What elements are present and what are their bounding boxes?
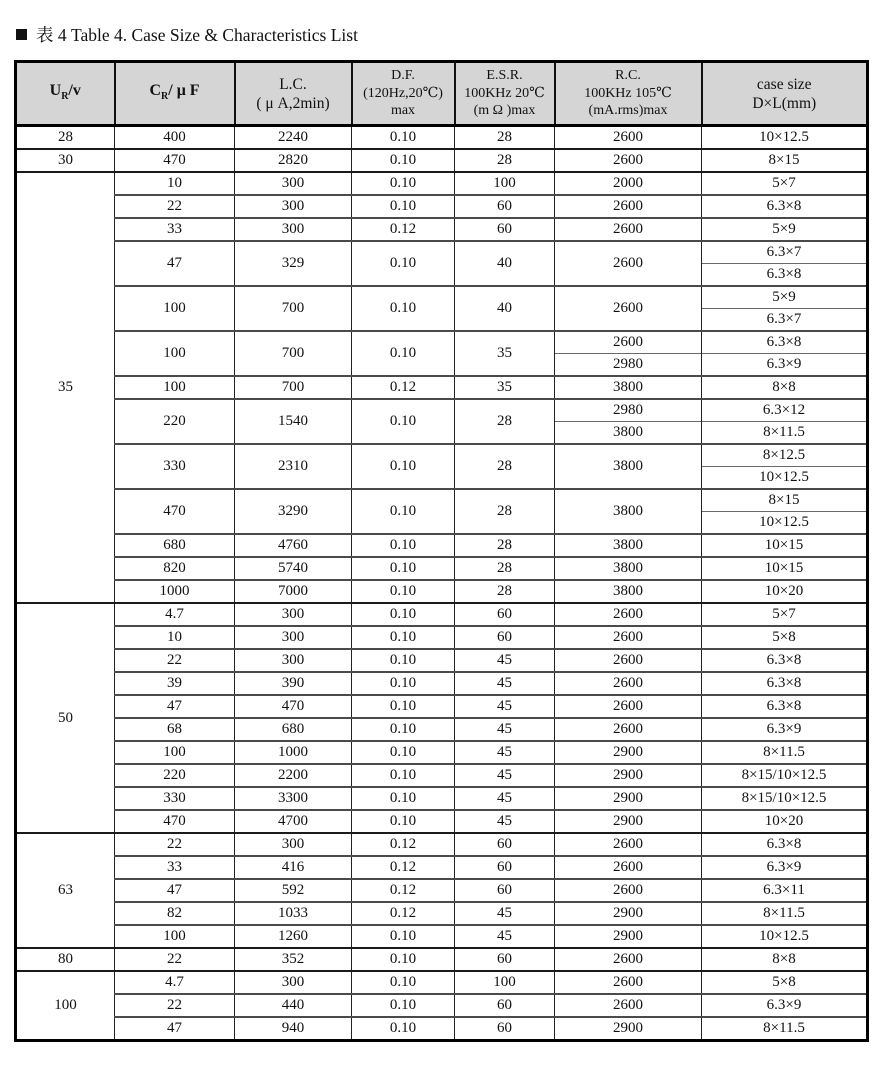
table-title-text: 表 4 Table 4. Case Size & Characteristics List [36,25,358,45]
table-cell: 10×15 [702,557,868,580]
table-cell: 2600 [555,649,702,672]
table-cell: 6.3×9 [702,354,868,377]
table-cell: 300 [235,172,352,195]
table-row [16,649,868,672]
table-cell: 8×11.5 [702,902,868,925]
table-row [16,925,868,948]
table-cell: 10×12.5 [702,925,868,948]
table-cell: 300 [235,195,352,218]
table-cell: 22 [115,195,235,218]
table-cell: 6.3×7 [702,241,868,264]
table-row [16,1017,868,1041]
table-cell: 940 [235,1017,352,1041]
table-cell: 2900 [555,925,702,948]
table-cell: 60 [455,195,555,218]
table-cell: 80 [16,948,115,971]
table-cell: 0.10 [352,764,455,787]
table-cell: 2600 [555,126,702,150]
table-cell: 45 [455,695,555,718]
table-cell: 6.3×9 [702,994,868,1017]
table-cell: 0.10 [352,1017,455,1041]
table-cell: 0.12 [352,218,455,241]
col-header-ur: $U_R/v$ [16,62,115,126]
col-header-lc: L.C. ( μ A,2min) [235,62,352,126]
table-cell: 8×8 [702,376,868,399]
table-row [16,126,868,150]
table-cell: 100 [115,286,235,331]
table-cell: 8×15 [702,149,868,172]
table-row [16,626,868,649]
table-cell: 28 [455,557,555,580]
table-cell: 0.12 [352,879,455,902]
table-cell: 0.10 [352,399,455,444]
table-cell: 0.10 [352,672,455,695]
table-cell: 40 [455,286,555,331]
table-cell: 352 [235,948,352,971]
table-row [16,971,868,994]
table-cell: 10×12.5 [702,512,868,535]
table-cell: 6.3×8 [702,331,868,354]
table-cell: 3800 [555,534,702,557]
table-cell: 10×15 [702,534,868,557]
table-cell: 2900 [555,741,702,764]
table-cell: 60 [455,603,555,626]
table-cell: 2600 [555,218,702,241]
table-cell: 6.3×9 [702,856,868,879]
table-cell: 470 [235,695,352,718]
table-cell: 35 [16,172,115,603]
col-header-df: D.F. (120Hz,20℃) max [352,62,455,126]
table-cell: 2310 [235,444,352,489]
table-cell: 22 [115,994,235,1017]
table-cell: 4.7 [115,971,235,994]
table-cell: 0.10 [352,649,455,672]
table-cell: 680 [235,718,352,741]
table-cell: 8×11.5 [702,422,868,445]
table-cell: 300 [235,626,352,649]
table-cell: 2600 [555,718,702,741]
table-row [16,195,868,218]
table-cell: 100 [115,741,235,764]
table-cell: 1033 [235,902,352,925]
table-cell: 60 [455,948,555,971]
table-cell: 1260 [235,925,352,948]
table-cell: 3800 [555,376,702,399]
table-cell: 6.3×8 [702,264,868,287]
table-cell: 5×9 [702,286,868,309]
table-cell: 100 [115,925,235,948]
table-cell: 6.3×8 [702,833,868,856]
col-header-cr: $C_R/$ μ F [115,62,235,126]
table-cell: 0.10 [352,444,455,489]
table-cell: 6.3×8 [702,195,868,218]
table-cell: 3800 [555,557,702,580]
table-cell: 22 [115,649,235,672]
table-cell: 0.10 [352,695,455,718]
table-cell: 28 [455,126,555,150]
table-cell: 4760 [235,534,352,557]
table-cell: 47 [115,241,235,286]
table-cell: 8×15 [702,489,868,512]
table-cell: 470 [115,149,235,172]
table-row [16,241,868,264]
table-cell: 28 [455,489,555,534]
table-header-row [16,62,868,126]
col-header-esr: E.S.R. 100KHz 20℃ (m Ω )max [455,62,555,126]
table-cell: 8×12.5 [702,444,868,467]
table-cell: 300 [235,971,352,994]
table-cell: 4.7 [115,603,235,626]
table-cell: 0.12 [352,376,455,399]
table-cell: 45 [455,810,555,833]
table-cell: 2900 [555,787,702,810]
table-cell: 0.10 [352,241,455,286]
table-cell: 45 [455,649,555,672]
table-row [16,399,868,422]
table-cell: 2600 [555,948,702,971]
table-cell: 0.10 [352,741,455,764]
table-cell: 2200 [235,764,352,787]
table-cell: 8×15/10×12.5 [702,787,868,810]
table-cell: 100 [115,331,235,376]
table-cell: 2600 [555,994,702,1017]
table-cell: 2900 [555,1017,702,1041]
table-cell: 35 [455,376,555,399]
table-cell: 3290 [235,489,352,534]
table-cell: 2600 [555,149,702,172]
table-cell: 28 [455,444,555,489]
table-cell: 0.10 [352,489,455,534]
table-cell: 330 [115,787,235,810]
table-row [16,580,868,603]
table-cell: 300 [235,603,352,626]
table-row [16,376,868,399]
col-header-case: case size D×L(mm) [702,62,868,126]
table-cell: 45 [455,718,555,741]
table-cell: 47 [115,879,235,902]
table-cell: 2000 [555,172,702,195]
table-cell: 0.12 [352,902,455,925]
table-cell: 0.10 [352,195,455,218]
table-cell: 100 [455,172,555,195]
table-cell: 300 [235,649,352,672]
table-cell: 2980 [555,399,702,422]
table-cell: 2900 [555,764,702,787]
table-row [16,218,868,241]
table-cell: 10×20 [702,810,868,833]
table-row [16,764,868,787]
table-cell: 2600 [555,672,702,695]
table-cell: 60 [455,879,555,902]
table-cell: 0.10 [352,603,455,626]
table-cell: 0.10 [352,971,455,994]
table-cell: 6.3×8 [702,695,868,718]
table-cell: 220 [115,399,235,444]
table-cell: 1540 [235,399,352,444]
table-cell: 68 [115,718,235,741]
table-title [16,22,358,47]
table-cell: 22 [115,948,235,971]
table-cell: 470 [115,489,235,534]
table-cell: 2820 [235,149,352,172]
table-cell: 0.12 [352,856,455,879]
table-cell: 0.10 [352,626,455,649]
table-row [16,994,868,1017]
table-cell: 60 [455,833,555,856]
table-cell: 28 [455,399,555,444]
table-cell: 45 [455,672,555,695]
table-cell: 47 [115,1017,235,1041]
table-cell: 6.3×9 [702,718,868,741]
table-row [16,948,868,971]
table-cell: 63 [16,833,115,948]
table-cell: 700 [235,286,352,331]
table-cell: 0.10 [352,948,455,971]
table-row [16,695,868,718]
table-row [16,833,868,856]
table-row [16,672,868,695]
table-cell: 2600 [555,695,702,718]
table-cell: 700 [235,376,352,399]
table-cell: 5×7 [702,603,868,626]
table-cell: 2900 [555,902,702,925]
table-row [16,879,868,902]
table-cell: 3800 [555,444,702,489]
table-cell: 820 [115,557,235,580]
table-cell: 440 [235,994,352,1017]
table-cell: 0.12 [352,833,455,856]
table-cell: 6.3×7 [702,309,868,332]
table-cell: 2900 [555,810,702,833]
table-cell: 0.10 [352,172,455,195]
table-cell: 5740 [235,557,352,580]
table-cell: 390 [235,672,352,695]
table-cell: 28 [455,534,555,557]
table-cell: 0.10 [352,286,455,331]
table-cell: 35 [455,331,555,376]
table-cell: 6.3×8 [702,672,868,695]
table-cell: 0.10 [352,718,455,741]
table-cell: 470 [115,810,235,833]
table-cell: 30 [16,149,115,172]
table-row [16,286,868,309]
table-cell: 45 [455,925,555,948]
table-cell: 8×11.5 [702,1017,868,1041]
table-cell: 0.10 [352,810,455,833]
table-row [16,856,868,879]
table-row [16,787,868,810]
table-cell: 0.10 [352,994,455,1017]
table-cell: 2600 [555,286,702,331]
table-cell: 47 [115,695,235,718]
table-cell: 2600 [555,603,702,626]
table-row [16,331,868,354]
table-cell: 5×7 [702,172,868,195]
table-cell: 28 [455,580,555,603]
table-cell: 330 [115,444,235,489]
table-cell: 60 [455,1017,555,1041]
table-cell: 680 [115,534,235,557]
table-cell: 3800 [555,489,702,534]
table-cell: 300 [235,218,352,241]
table-cell: 100 [16,971,115,1041]
table-cell: 8×15/10×12.5 [702,764,868,787]
table-cell: 1000 [235,741,352,764]
table-cell: 82 [115,902,235,925]
case-size-characteristics-table [14,60,869,1042]
table-cell: 4700 [235,810,352,833]
table-row [16,489,868,512]
table-cell: 329 [235,241,352,286]
table-cell: 33 [115,856,235,879]
table-cell: 10 [115,172,235,195]
table-row [16,172,868,195]
table-cell: 50 [16,603,115,833]
table-cell: 220 [115,764,235,787]
table-cell: 45 [455,787,555,810]
table-cell: 0.10 [352,126,455,150]
table-cell: 3800 [555,580,702,603]
table-cell: 2600 [555,626,702,649]
table-cell: 2600 [555,241,702,286]
table-cell: 100 [115,376,235,399]
table-cell: 7000 [235,580,352,603]
table-cell: 45 [455,764,555,787]
table-row [16,741,868,764]
table-cell: 0.10 [352,331,455,376]
table-row [16,603,868,626]
table-cell: 8×8 [702,948,868,971]
table-cell: 6.3×8 [702,649,868,672]
table-cell: 45 [455,902,555,925]
table-cell: 10 [115,626,235,649]
table-cell: 22 [115,833,235,856]
table-cell: 100 [455,971,555,994]
table-cell: 40 [455,241,555,286]
table-cell: 700 [235,331,352,376]
table-cell: 60 [455,994,555,1017]
table-cell: 6.3×11 [702,879,868,902]
table-cell: 2600 [555,833,702,856]
table-cell: 300 [235,833,352,856]
table-cell: 10×12.5 [702,126,868,150]
table-row [16,534,868,557]
table-row [16,149,868,172]
table-cell: 45 [455,741,555,764]
table-cell: 60 [455,626,555,649]
table-cell: 0.10 [352,580,455,603]
table-cell: 28 [16,126,115,150]
table-row [16,718,868,741]
table-cell: 416 [235,856,352,879]
table-cell: 0.10 [352,149,455,172]
table-cell: 5×9 [702,218,868,241]
table-cell: 2600 [555,971,702,994]
table-cell: 8×11.5 [702,741,868,764]
table-cell: 10×12.5 [702,467,868,490]
table-cell: 0.10 [352,787,455,810]
table-cell: 3800 [555,422,702,445]
table-cell: 28 [455,149,555,172]
table-row [16,810,868,833]
table-cell: 1000 [115,580,235,603]
table-row [16,902,868,925]
table-cell: 2600 [555,856,702,879]
table-row [16,444,868,467]
table-cell: 3300 [235,787,352,810]
table-cell: 2600 [555,195,702,218]
table-cell: 5×8 [702,971,868,994]
table-row [16,557,868,580]
table-cell: 400 [115,126,235,150]
table-cell: 39 [115,672,235,695]
table-cell: 60 [455,856,555,879]
table-cell: 592 [235,879,352,902]
table-cell: 6.3×12 [702,399,868,422]
square-bullet-icon [16,29,27,40]
table-cell: 2240 [235,126,352,150]
table-cell: 5×8 [702,626,868,649]
table-cell: 2980 [555,354,702,377]
table-cell: 0.10 [352,557,455,580]
col-header-rc: R.C. 100KHz 105℃ (mA.rms)max [555,62,702,126]
table-cell: 10×20 [702,580,868,603]
table-cell: 33 [115,218,235,241]
table-cell: 0.10 [352,925,455,948]
table-cell: 0.10 [352,534,455,557]
table-cell: 2600 [555,879,702,902]
table-cell: 2600 [555,331,702,354]
table-cell: 60 [455,218,555,241]
